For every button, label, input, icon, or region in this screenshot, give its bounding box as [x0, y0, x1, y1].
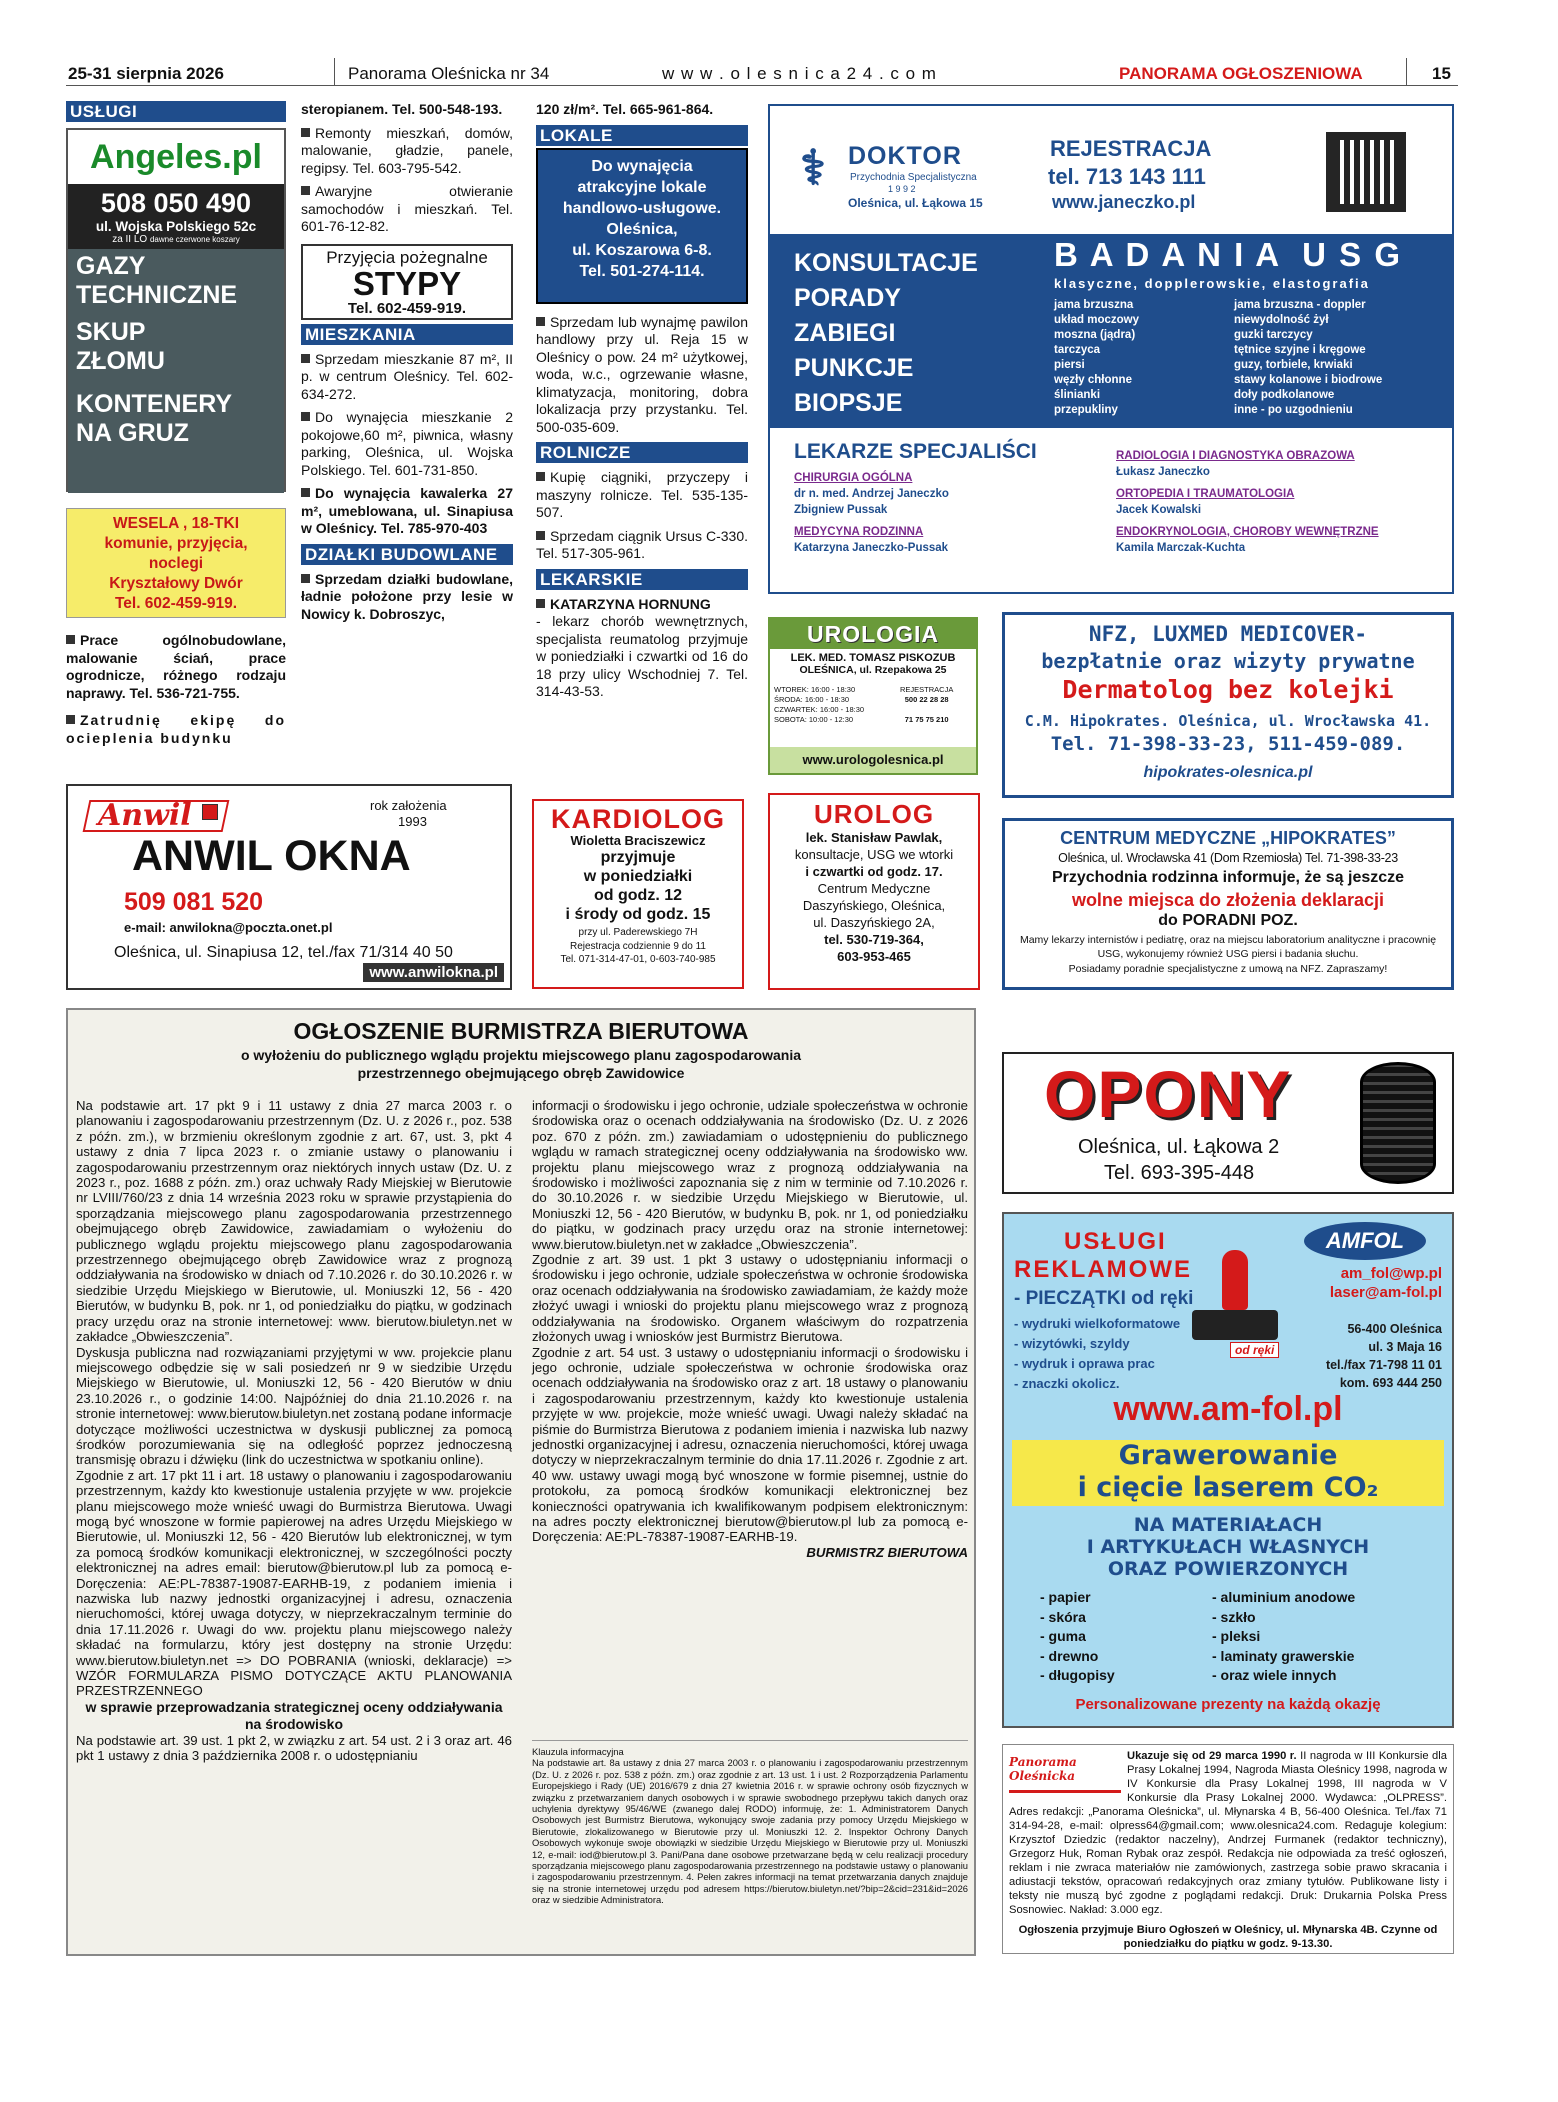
urolog-title: UROLOG [813, 799, 935, 829]
angeles-line: NA GRUZ [76, 419, 189, 447]
spec-name: RADIOLOGIA I DIAGNOSTYKA OBRAZOWA [1116, 450, 1355, 462]
usg-item: niewydolność żył [1234, 314, 1329, 326]
angeles-logo: Angeles.pl [68, 130, 284, 184]
bullet-icon [301, 574, 310, 583]
anwil-year: 1993 [398, 814, 427, 829]
bullet-icon [536, 317, 545, 326]
ad-text: Sprzedam działki budowlane, ładnie położone przy lesie w Nowicy k. Dobroszyc, [301, 570, 513, 622]
material-item: - drewno [1040, 1647, 1099, 1664]
urolog-line: i czwartki od godz. 17. [805, 864, 943, 879]
opony-title: OPONY [1044, 1057, 1293, 1131]
ad-awaryjne [301, 183, 513, 236]
stamp-icon [1222, 1250, 1248, 1310]
hipokrates-line: do PORADNI POZ. [1158, 912, 1298, 929]
usg-title: B A D A N I A U S G [1054, 236, 1403, 273]
wesela-line: komunie, przyjęcia, [104, 535, 248, 552]
anwil-www: www.anwilokna.pl [363, 963, 504, 982]
hipokrates-ad [1002, 818, 1454, 990]
material-item: - długopisy [1040, 1667, 1115, 1683]
amfol-item: - wydruk i oprawa prac [1014, 1356, 1155, 1371]
angeles-phone: 508 050 490 [100, 188, 252, 218]
ad-prace [66, 632, 286, 702]
section-head-lokale: LOKALE [536, 125, 748, 146]
usg-item: inne - po uzgodnieniu [1234, 404, 1353, 416]
angeles-near-text: za II LO [112, 234, 148, 245]
usg-item: tarczyca [1054, 344, 1101, 356]
wesela-line: Tel. 602-459-919. [114, 595, 238, 612]
ad-text: Awaryjne otwieranie samochodów i mieszkań. Tel. 601-76-12-82. [301, 183, 513, 234]
amfol-item: - wydruki wielkoformatowe [1014, 1316, 1181, 1331]
spec-doctor: dr n. med. Andrzej Janeczko [794, 488, 949, 500]
ad-d1 [301, 571, 513, 624]
spec-name: ORTOPEDIA I TRAUMATOLOGIA [1116, 488, 1295, 500]
material-item: - papier [1040, 1589, 1091, 1605]
notice-paragraph: Dyskusja publiczna nad rozwiązaniami przyjętymi w ww. projekcie planu miejscowego odbędzie się w sali posiedzeń nr 9 w siedzibie Urzędu Miejskiego w Bierutowie, ul. Moniuszki 12, 56 - 420 Bierutów w dniu 23.10.2026 r., o godzinie 14:00. Najpóźniej do dnia 21.10.2026 r. na stronie internetowej: www.bierutow.biuletyn.net zostaną podane informacje dotyczące możliwości uczestnictwa w dyskusji publicznej za pomocą środków porozumiewania się na odległość poprzez jednoczesną transmisję obrazu i dźwięku (link do uczestnictwa w spotkaniu online). [76, 1344, 512, 1468]
urolog-line: 603-953-465 [837, 949, 911, 964]
nfz-line: bezpłatnie oraz wizyty prywatne [1041, 649, 1415, 673]
angeles-address: ul. Wojska Polskiego 52c [95, 219, 257, 234]
page-number: 15 [1432, 64, 1451, 83]
urolog-ad [768, 793, 980, 990]
urolog-line: Daszyńskiego, Oleśnica, [802, 898, 946, 913]
lokale-line: atrakcyjne lokale [577, 178, 707, 196]
page-header [66, 62, 1458, 86]
kardiolog-line: od godz. 12 [594, 887, 682, 904]
imprint [1002, 1744, 1454, 1954]
wesela-ad [66, 508, 286, 618]
ad-text: Sprzedam mieszkanie 87 m², II p. w centrum Oleśnicy. Tel. 602-634-272. [301, 350, 513, 402]
stypy-line: Przyjęcia pożegnalne [326, 247, 488, 267]
kardiolog-name: Wioletta Braciszewicz [570, 833, 706, 848]
ad-m3 [301, 485, 513, 538]
ad-text: Kupię ciągniki, przyczepy i maszyny rolnicze. Tel. 535-135-507. [536, 469, 748, 520]
usg-item: guzy, torbiele, krwiaki [1234, 359, 1353, 371]
material-item: - oraz wiele innych [1212, 1667, 1337, 1683]
ad-text: Prace ogólnobudowlane, malowanie ściań, prace ogrodnicze, różnego rodzaju naprawy. Tel. 536-721-755. [66, 632, 286, 701]
materials-title: I ARTYKUŁACH WŁASNYCH [1086, 1536, 1370, 1558]
ad-zatrudnie [66, 712, 286, 747]
notice-title: OGŁOSZENIE BURMISTRZA BIERUTOWA [293, 1018, 749, 1044]
usg-subtitle: klasyczne, dopplerowskie, elastografia [1054, 276, 1370, 291]
doktor-www: www.janeczko.pl [1052, 192, 1196, 212]
klauzula-heading: Klauzula informacyjna [532, 1746, 624, 1757]
usg-item: jama brzuszna - doppler [1234, 299, 1366, 311]
ad-r2 [536, 528, 748, 563]
doktor-service: ZABIEGI [794, 319, 896, 347]
anwil-phone: 509 081 520 [124, 888, 264, 916]
ad-l1 [536, 314, 748, 437]
amfol-item: - wizytówki, szyldy [1014, 1336, 1130, 1351]
angeles-line: TECHNICZNE [76, 281, 238, 309]
stamp-base [1192, 1310, 1278, 1340]
stypy-ad [301, 244, 513, 320]
ad-text: steropianem. Tel. 500-548-193. [301, 101, 503, 117]
imprint-since: Ukazuje się od 29 marca 1990 r. [1127, 1750, 1297, 1762]
section-head-dzialki: DZIAŁKI BUDOWLANE [301, 544, 513, 565]
engraving-title: i cięcie laserem CO₂ [1077, 1472, 1379, 1503]
tire-icon [1360, 1062, 1436, 1184]
anwil-address: Oleśnica, ul. Sinapiusa 12, tel./fax 71/314 40 50 [114, 944, 453, 961]
column-3 [536, 101, 748, 701]
spec-doctor: Kamila Marczak-Kuchta [1116, 542, 1246, 554]
ad-k1 [536, 596, 748, 701]
qr-code-icon [1326, 132, 1406, 212]
kardiolog-ad [532, 799, 744, 989]
hipokrates-line: Przychodnia rodzinna informuje, że są jeszcze [1051, 869, 1405, 886]
doktor-year: 1 9 9 2 [888, 184, 916, 194]
ad-m2 [301, 409, 513, 479]
ad-text: Sprzedam lub wynajmę pawilon handlowy przy ul. Reja 15 w Oleśnicy o pow. 24 m² użytkowej, woda, w.c., ogrzewanie własne, klimatyzacja, monitoring, dobra lokalizacja przy przystanku. Tel. 500-035-609. [536, 313, 748, 435]
urologia-phone: 71 75 75 210 [904, 715, 949, 724]
ad-text: Remonty mieszkań, domów, malowanie, gładzie, panele, regipsy. Tel. 603-795-542. [301, 124, 513, 176]
header-divider [1406, 58, 1407, 86]
bullet-icon [536, 531, 545, 540]
amfol-title: USŁUGI [1064, 1228, 1167, 1255]
section-head-mieszkania: MIESZKANIA [301, 324, 513, 345]
doktor-phone: tel. 713 143 111 [1048, 164, 1206, 189]
amfol-phone: kom. 693 444 250 [1339, 1376, 1442, 1390]
caduceus-icon: ⚕ [800, 142, 826, 195]
hipokrates-headline: wolne miejsca do złożenia deklaracji [1071, 890, 1385, 910]
ad-m1 [301, 351, 513, 404]
urologia-hours: CZWARTEK: 16:00 - 18:30 [774, 705, 865, 714]
lokale-line: Tel. 501-274-114. [579, 262, 705, 280]
anwil-flag-icon [202, 804, 218, 820]
material-item: - laminaty grawerskie [1212, 1647, 1355, 1664]
opony-ad [1002, 1052, 1454, 1194]
spec-doctor: Katarzyna Janeczko-Pussak [794, 542, 949, 554]
urologia-reg: REJESTRACJA [900, 685, 954, 694]
lokale-line: handlowo-usługowe. [562, 199, 722, 217]
ad-text: Do wynajęcia kawalerka 27 m², umeblowana, ul. Sinapiusa w Oleśnicy. Tel. 785-970-403 [301, 485, 513, 536]
lokale-ad [536, 148, 748, 304]
amfol-www: www.am-fol.pl [1113, 1390, 1343, 1428]
ad-remonty [301, 125, 513, 178]
usg-item: jama brzuszna [1054, 299, 1134, 311]
urologia-address: OLEŚNICA, ul. Rzepakowa 25 [799, 664, 947, 676]
bullet-icon [301, 128, 310, 137]
angeles-line: ZŁOMU [76, 347, 165, 375]
usg-item: tętnice szyjne i kręgowe [1234, 344, 1366, 356]
amfol-item: - znaczki okolicz. [1014, 1376, 1120, 1391]
doktor-service: PORADY [794, 284, 901, 312]
anwil-ad [66, 784, 512, 990]
section-head-uslugi: USŁUGI [66, 101, 286, 122]
bullet-icon [301, 354, 310, 363]
doktor-service: PUNKCJE [794, 354, 914, 382]
angeles-near [68, 234, 284, 245]
column-1 [66, 101, 286, 747]
header-divider [334, 58, 335, 86]
notice-paragraph: Zgodnie z art. 54 ust. 3 ustawy o udostępnianiu informacji o środowisku i jego ochronie, udziale społeczeństwa w ochronie środowiska oraz ocenach oddziaływania na środowisko oraz z art. 18 ustawy o planowaniu i zagospodarowaniu przestrzennym, każdy kto kwestionuje ustalenia przyjęte w ww. projekcie, może wnieść uwagi. Uwagi należy składać na piśmie do Burmistrza Bierutowa z podaniem imienia i nazwiska lub nazwy jednostki organizacyjnej i adresu, oznaczenia nieruchomości, której uwaga dotyczy w nieprzekraczalnym terminie do dnia 17.11.2026 r. Zgodnie z art. 40 ww. ustawy uwagi mogą być wnoszone w formie pisemnej, ustnie do protokołu, za pomocą środków komunikacji elektronicznej bez konieczności opatrywania ich kwalifikowanym podpisem elektronicznym: na adres poczty elektronicznej bierutow@bierutow.pl lub za pomocą e-Doręczenia: AE:PL-78387-19087-EARHB-19. [532, 1344, 968, 1545]
hipokrates-title: CENTRUM MEDYCZNE „HIPOKRATES” [1060, 828, 1396, 848]
angeles-line: SKUP [76, 318, 146, 346]
angeles-line: KONTENERY [76, 390, 233, 418]
urologia-hours: WTOREK: 16:00 - 18:30 [774, 685, 856, 694]
engraving-title: Grawerowanie [1118, 1440, 1338, 1471]
notice-paragraph: Zgodnie z art. 17 pkt 11 i art. 18 ustawy o planowaniu i zagospodarowaniu przestrzennym, każdy kto kwestionuje ustalenia przyjęte w ww. projekcie planu miejscowego może wnieść uwagi do Burmistrza Bierutowa. Uwagi mogą być wnoszone w formie papierowej na adres Urzędu Miejskiego w Bierutowie, ul. Moniuszki 12, 56 - 420 Bierutów lub elektronicznej, w tym za pomocą środków komunikacji elektronicznej, w szczególności poczty elektronicznej na adres email: bierutow@bierutow.pl lub za pomocą e-Doręczenia: AE:PL-78387-19087-EARHB-19, z podaniem imienia i nazwiska lub nazwy jednostki organizacyjnej i adresu, oznaczenia nieruchomości, której uwaga dotyczy, w nieprzekraczalnym terminie do dnia 17.11.2026 r. Uwagi do ww. projektu planu miejscowego należy składać na formularzu, który jest dostępny na stronie Urzędu: www.bierutow.biuletyn.net => DO POBRANIA (wnioski, deklaracje) => WZÓR FORMULARZA PISMO DOTYCZĄCE AKTU PLANOWANIA PRZESTRZENNEGO [76, 1467, 512, 1699]
urolog-line: tel. 530-719-364, [824, 932, 924, 947]
amfol-stamps: - PIECZĄTKI od ręki [1014, 1288, 1194, 1309]
lokale-line: ul. Koszarowa 6-8. [572, 241, 712, 259]
ad-text: Sprzedam ciągnik Ursus C-330. Tel. 517-305-961. [536, 527, 748, 561]
nfz-line: NFZ, LUXMED MEDICOVER- [1088, 622, 1368, 646]
doktor-registration: REJESTRACJA [1050, 136, 1212, 161]
spec-doctor: Łukasz Janeczko [1116, 466, 1210, 478]
hipokrates-line: Posiadamy poradnie specjalistyczne z umową na NFZ. Zapraszamy! [1068, 963, 1388, 975]
ad-text: Do wynajęcia mieszkanie 2 pokojowe,60 m², piwnica, własny parking, Oleśnica, ul. Wojska Polskiego. Tel. 601-731-850. [301, 409, 513, 478]
amfol-title: REKLAMOWE [1014, 1256, 1192, 1283]
stamp-label: od ręki [1230, 1342, 1279, 1358]
spec-name: MEDYCYNA RODZINNA [794, 526, 924, 538]
opony-phone: Tel. 693-395-448 [1104, 1162, 1255, 1184]
spec-name: ENDOKRYNOLOGIA, CHOROBY WEWNĘTRZNE [1116, 526, 1379, 538]
usg-item: stawy kolanowe i biodrowe [1234, 374, 1383, 386]
spec-doctor: Jacek Kowalski [1116, 504, 1202, 516]
section-name: PANORAMA OGŁOSZENIOWA [1119, 64, 1363, 83]
anwil-founded: rok założenia [370, 798, 447, 813]
material-item: - aluminium anodowe [1212, 1589, 1356, 1605]
amfol-ad [1002, 1212, 1454, 1728]
usg-item: guzki tarczycy [1234, 329, 1313, 341]
doctor-name: KATARZYNA HORNUNG [550, 595, 711, 612]
issue-date: 25-31 sierpnia 2026 [68, 64, 224, 83]
angeles-near-text2: dawne czerwone koszary [149, 235, 240, 244]
notice-signature: BURMISTRZ BIERUTOWA [806, 1544, 968, 1560]
burmistrz-notice [66, 1008, 976, 1956]
site-url: w w w . o l e s n i c a 2 4 . c o m [662, 64, 937, 83]
urolog-line: ul. Daszyńskiego 2A, [813, 915, 935, 930]
material-item: - guma [1040, 1628, 1086, 1644]
doktor-subtitle: Przychodnia Specjalistyczna [850, 172, 977, 183]
urologia-www: www.urologolesnica.pl [770, 747, 976, 773]
urologia-doctor: LEK. MED. TOMASZ PISKOZUB [790, 652, 956, 664]
section-head-lekarskie: LEKARSKIE [536, 569, 748, 590]
urolog-line: lek. Stanisław Pawlak, [805, 830, 943, 845]
bullet-icon [66, 715, 75, 724]
kardiolog-title: KARDIOLOG [551, 804, 725, 834]
kardiolog-line: Tel. 071-314-47-01, 0-603-740-985 [560, 954, 716, 965]
material-item: - pleksi [1212, 1628, 1261, 1644]
kardiolog-line: Rejestracja codziennie 9 do 11 [569, 941, 706, 952]
usg-item: moszna (jądra) [1054, 329, 1136, 341]
amfol-address: 56-400 Oleśnica [1347, 1322, 1442, 1336]
doktor-name: DOKTOR [848, 142, 962, 170]
amfol-email: am_fol@wp.pl [1340, 1265, 1442, 1282]
bullet-icon [536, 472, 545, 481]
ad-text: 120 zł/m². Tel. 665-961-864. [536, 101, 714, 117]
bullet-icon [66, 635, 75, 644]
nfz-phones: Tel. 71-398-33-23, 511-459-089. [1050, 733, 1406, 755]
nfz-headline: Dermatolog bez kolejki [1062, 675, 1394, 704]
spec-name: CHIRURGIA OGÓLNA [794, 472, 913, 484]
angeles-line: GAZY [76, 252, 146, 280]
amfol-address: ul. 3 Maja 16 [1368, 1340, 1442, 1354]
stypy-title: STYPY [352, 264, 462, 302]
amfol-footer: Personalizowane prezenty na każdą okazję [1075, 1696, 1381, 1713]
amfol-logo: AMFOL [1304, 1222, 1426, 1260]
kardiolog-line: i środy od godz. 15 [565, 906, 711, 923]
notice-paragraph: informacji o środowisku i jego ochronie, udziale społeczeństwa w ochronie środowiska oraz o ocenach oddziaływania na środowisko (Dz. U. z 2026 poz. 670 z późn. zm.) zawiadamiam o udostępnieniu do publicznego wglądu w ramach strategicznej oceny oddziaływania na środowisko ww. projektu planu miejscowego wraz z prognozą oddziaływania na środowisko i możliwości zapoznania się z nim w terminie od 7.10.2026 r. do 30.10.2026 r. w siedzibie Urzędu Miejskiego w Bierutowie, ul. Moniuszki 12, 56 - 420 Bierutów, w budynku B, pok. nr 1, od poniedziałku do piątku, w godzinach pracy urzędu oraz na stronie internetowej: www.bierutow.biuletyn.net w zakładce „Obwieszczenia”. [532, 1098, 968, 1252]
notice-paragraph: Na podstawie art. 17 pkt 9 i 11 ustawy z dnia 27 marca 2003 r. o planowaniu i zagospodarowaniu przestrzennym (Dz. U. z 2026 r., poz. 538 z późn. zm.), w brzmieniu określonym zgodnie z art. 67, ust. 3, pkt 4 ustawy z dnia 7 lipca 2023 r. o zmianie ustawy o planowaniu i zagospodarowaniu przestrzennym oraz niektórych innych ustaw (Dz. U. z 2023 r., poz. 1688 z późn. zm.) oraz uchwały Rady Miejskiej w Bierutowie nr LVIII/760/23 z dnia 14 września 2023 roku w sprawie przystąpienia do sporządzania miejscowego planu zagospodarowania przestrzennego obejmującego obręb Zawidowice, zawiadamiam o wyłożeniu do publicznego wglądu projektu miejscowego planu zagospodarowania przestrzennego obejmującego obręb Zawidowice wraz z prognozą oddziaływania na środowisko w dniach od 7.10.2026 r. do 30.10.2026 r. w siedzibie Urzędu Miejskiego w Bierutowie, ul. Moniuszki 12, 56 - 420 Bierutów, w budynku B, pok. nr 1, od poniedziałku do piątku, w godzinach pracy urzędu oraz na stronie internetowej: www. bierutow.biuletyn.net w zakładce „Obwieszczenia”. [76, 1098, 512, 1345]
usg-item: węzły chłonne [1054, 374, 1132, 386]
kardiolog-line: w poniedziałki [583, 868, 693, 885]
material-item: - skóra [1040, 1608, 1086, 1625]
usg-item: piersi [1054, 359, 1085, 371]
bullet-icon [301, 412, 310, 421]
usg-item: układ moczowy [1054, 314, 1139, 326]
bullet-icon [536, 599, 545, 608]
doktor-ad [768, 104, 1454, 594]
doktor-service: BIOPSJE [794, 389, 903, 417]
kardiolog-line: przy ul. Paderewskiego 7H [578, 927, 698, 938]
usg-item: przepukliny [1054, 404, 1118, 416]
amfol-email: laser@am-fol.pl [1329, 1284, 1442, 1301]
usg-item: doły podkolanowe [1234, 389, 1335, 401]
doktor-service: KONSULTACJE [794, 249, 978, 277]
materials-title: ORAZ POWIERZONYCH [1107, 1558, 1349, 1580]
specialists-title: LEKARZE SPECJALIŚCI [794, 440, 1037, 463]
imprint-footer: Ogłoszenia przyjmuje Biuro Ogłoszeń w Oleśnicy, ul. Młynarska 4B. Czynne od poniedziałku do piątku w godz. 9-13.30. [1018, 1924, 1438, 1950]
hipokrates-address: Oleśnica, ul. Wrocławska 41 (Dom Rzemiosła) Tel. 71-398-33-23 [1058, 851, 1398, 865]
urologia-hours: ŚRODA: 16:00 - 18:30 [774, 695, 850, 704]
usg-item: ślinianki [1054, 389, 1101, 401]
notice-paragraph: Zgodnie z art. 39 ust. 1 pkt 3 ustawy o udostępnianiu informacji o środowisku i jego ochronie, udziale społeczeństwa w ochronie środowiska oraz ocenach oddziaływania na środowisko zawiadamiam, że każdy może złożyć uwagi i wnioski do projektu planu miejscowego wraz z prognozą oddziaływania na środowisko. Organem właściwym do rozpatrzenia złożonych uwag i wniosków jest Burmistrz Bierutowa. [532, 1252, 968, 1345]
notice-subtitle: o wyłożeniu do publicznego wglądu projektu miejscowego planu zagospodarowania przestrzennego obejmującego obręb Zawidowice [240, 1047, 802, 1081]
bullet-icon [301, 488, 310, 497]
imprint-text: II nagroda w III Konkursie dla Prasy Lokalnej 1994, Nagroda Miasta Oleśnicy 1998, nagroda w IV Konkursie dla Prasy Lokalnej 1998, III nagroda w V Konkursie dla Prasy Lokalnej 2000. Wydawca: „OLPRESS”. Adres redakcji: „Panorama Oleśnicka”, ul. Młynarska 4 B, 56-400 Oleśnica. Tel./fax 71 314-94-28, e-mail: olpress64@gmail.com; www.olesnica24.com. Redaguje kolegium: Krzysztof Dziedzic (redaktor naczelny), Andrzej Furmanek (redaktor techniczny), Grzegorz Huk, Roman Rybak oraz zespół. Redakcja nie odpowiada za treść ogłoszeń, reklam i nie zwraca materiałów nie zamówionych, zastrzega sobie prawo skracania i adiustacji tekstów, opracowań redakcyjnych oraz zmiany tytułów. Publikowane listy i teksty nie muszą być zgodne z poglądami redakcji. Druk: Drukarnia Polska Press Sosnowiec. Nakład: 3.000 egz. [1009, 1750, 1447, 1916]
amfol-phone: tel./fax 71-798 11 01 [1325, 1358, 1442, 1372]
urologia-phone: 500 22 28 28 [904, 695, 949, 704]
kardiolog-line: przyjmuje [600, 849, 676, 866]
hipokrates-line: Mamy lekarzy internistów i pediatrę, oraz na miejscu laboratorium analityczne i pracownię USG, wykonujemy również USG piersi i badania słuchu. [1019, 934, 1437, 960]
opony-address: Oleśnica, ul. Łąkowa 2 [1078, 1136, 1280, 1158]
wesela-line: WESELA , 18-TKI [112, 515, 240, 532]
anwil-email: e-mail: anwilokna@poczta.onet.pl [124, 920, 333, 935]
anwil-logo: Anwil [98, 798, 192, 833]
spec-doctor: Zbigniew Pussak [794, 504, 888, 516]
wesela-line: noclegi [148, 555, 204, 572]
notice-bold-heading: w sprawie przeprowadzania strategicznej oceny oddziaływania na środowisko [85, 1698, 503, 1732]
lokale-line: Oleśnica, [606, 220, 678, 238]
section-head-rolnicze: ROLNICZE [536, 442, 748, 463]
nfz-line: C.M. Hipokrates. Oleśnica, ul. Wrocławska 41. [1024, 712, 1432, 730]
nfz-www: hipokrates-olesnica.pl [1143, 764, 1313, 781]
ad-text: - lekarz chorób wewnętrznych, specjalista reumatolog przyjmuje w poniedziałki i czwartki od 16 do 18 przy ulicy Wschodniej 7. Tel. 314-43-53. [536, 613, 748, 699]
urolog-line: konsultacje, USG we wtorki [794, 847, 954, 862]
anwil-name: ANWIL OKNA [132, 832, 411, 880]
klauzula-text: Na podstawie art. 8a ustawy z dnia 27 marca 2003 r. o planowaniu i zagospodarowaniu przestrzennym (Dz. U. z 2026 r. poz. 538 z późn. zm.) oraz zgodnie z art. 13 ust. 1 i ust. 2 Rozporządzenia Parlamentu Europejskiego i Rady (UE) 2016/679 z dnia 27 kwietnia 2016 r. w sprawie ochrony osób fizycznych w związku z przetwarzaniem danych osobowych i w sprawie swobodnego przepływu takich danych oraz uchylenia dyrektywy 95/46/WE (zwanego dalej RODO) informuję, że: 1. Administratorem Danych Osobowych jest Burmistrz Bierutowa, wykonujący swoje zadania przy pomocy Urzędu Miejskiego w Bierutowie, zlokalizowanego w Bierutowie przy ul. Moniuszki 12. 2. Inspektor Ochrony Danych Osobowych wykonuje swoje obowiązki w siedzibie Urzędu Miejskiego w Bierutowie przy ul. Moniuszki 12, e-mail: iod@bierutow.pl 3. Pani/Pana dane osobowe przetwarzane będą w celu realizacji procedury sporządzania miejscowego planu zagospodarowania przestrzennego na podstawie ustawy o planowaniu i zagospodarowaniu przestrzennym. 4. Pełen zakres informacji na temat przetwarzania danych znajduje się na stronie internetowej urzędu pod adresem https://bierutow.biuletyn.net/?bip=2&cid=231&id=2026 oraz w siedzibie Administratora. [532, 1757, 968, 1906]
urolog-line: Centrum Medyczne [817, 881, 931, 896]
ad-r1 [536, 469, 748, 522]
material-item: - szkło [1212, 1608, 1256, 1625]
angeles-ad [66, 128, 286, 492]
wesela-line: Kryształowy Dwór [109, 575, 243, 592]
urologia-title: UROLOGIA [770, 619, 976, 649]
doktor-address: Oleśnica, ul. Łąkowa 15 [848, 196, 983, 210]
panorama-logo: Panorama Oleśnicka [1009, 1749, 1121, 1793]
urologia-hours: SOBOTA: 10:00 - 12:30 [774, 715, 854, 724]
ad-text: Zatrudnię ekipę do ocieplenia budynku [66, 712, 286, 746]
lokale-line: Do wynajęcia [591, 157, 693, 175]
bullet-icon [301, 186, 310, 195]
column-2 [301, 101, 513, 623]
urologia-ad [768, 617, 978, 775]
stypy-phone: Tel. 602-459-919. [347, 299, 467, 317]
nfz-ad [1002, 612, 1454, 798]
doktor-blue-band [770, 234, 1452, 428]
notice-paragraph: Na podstawie art. 39 ust. 1 pkt 2, w związku z art. 54 ust. 2 i 3 oraz art. 46 pkt 1 ustawy z dnia 3 października 2008 r. o udostępnianiu [76, 1732, 512, 1764]
issue-name: Panorama Oleśnicka nr 34 [348, 64, 550, 83]
materials-title: NA MATERIAŁACH [1133, 1514, 1323, 1536]
